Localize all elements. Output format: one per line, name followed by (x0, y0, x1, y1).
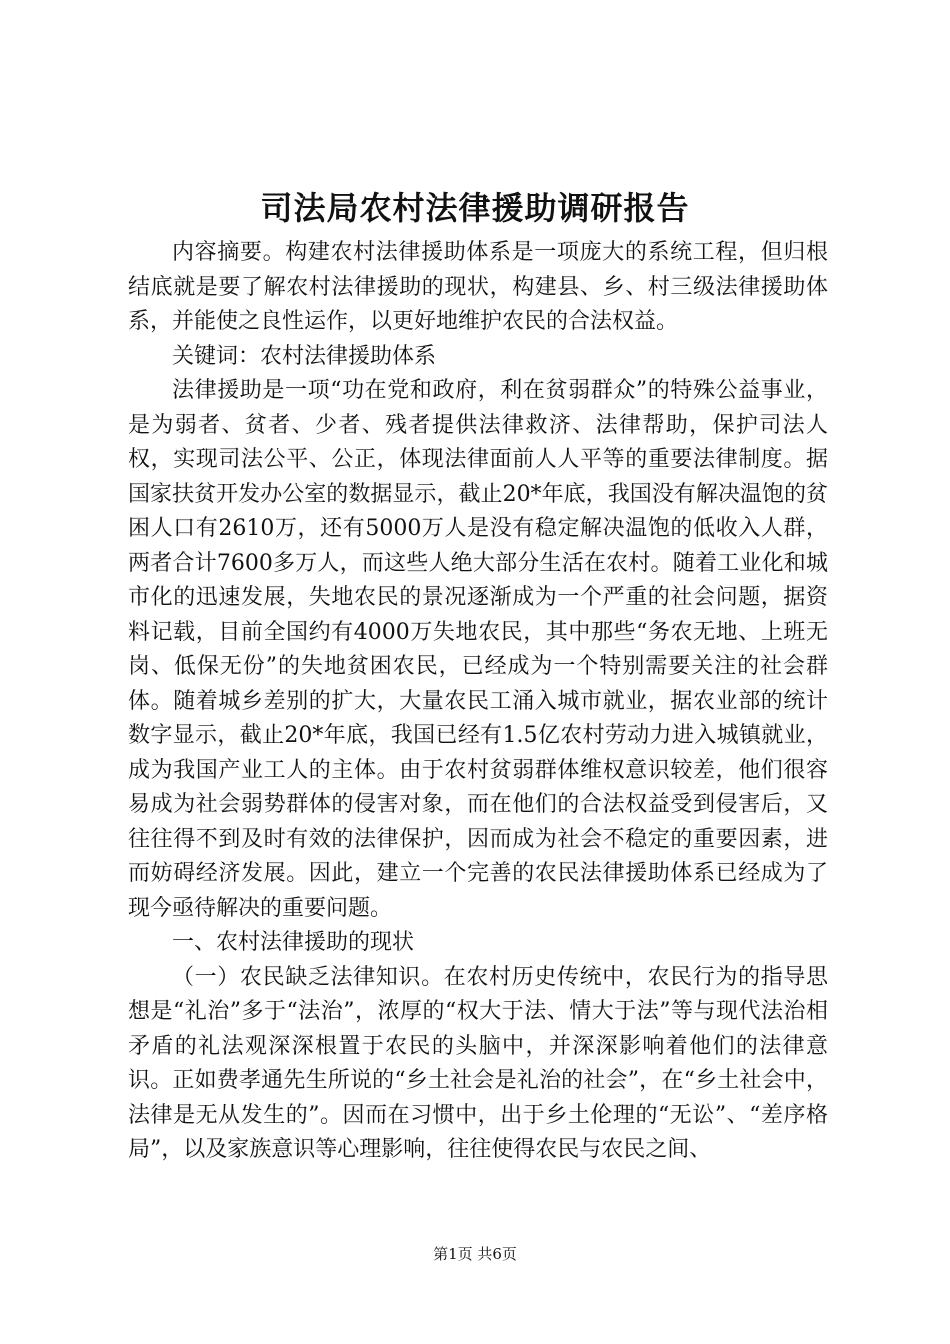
section-heading: 一、农村法律援助的现状 (172, 930, 415, 955)
document-title: 司法局农村法律援助调研报告 (260, 189, 690, 227)
body-paragraph: 法律援助是一项“功在党和政府，利在贫弱群众”的特殊公益事业，是为弱者、贫者、少者、残者提供法律救济、法律帮助，保护司法人权，实现司法公平、公正，体现法律面前人人平等的重要法律制度。据国家扶贫开发办公室的数据显示，截止20*年底，我国没有解决温饱的贫困人口有2610万，还有5000万人是没有稳定解决温饱的低收入人群，两者合计7600多万人，而这些人绝大部分生活在农村。随着工业化和城市化的迅速发展，失地农民的景况逐渐成为一个严重的社会问题，据资料记载，目前全国约有4000万失地农民，其中那些“务农无地、上班无岗、低保无份”的失地贫困农民，已经成为一个特别需要关注的社会群体。随着城乡差别的扩大，大量农民工涌入城市就业，据农业部的统计数字显示，截止20*年底，我国已经有1.5亿农村劳动力进入城镇就业，成为我国产业工人的主体。由于农村贫弱群体维权意识较差，他们很容易成为社会弱势群体的侵害对象，而在他们的合法权益受到侵害后，又往往得不到及时有效的法律保护，因而成为社会不稳定的重要因素，进而妨碍经济发展。因此，建立一个完善的农民法律援助体系已经成为了现今亟待解决的重要问题。 (128, 378, 828, 921)
body-paragraph: （一）农民缺乏法律知识。在农村历史传统中，农民行为的指导思想是“礼治”多于“法治”，浓厚的“权大于法、情大于法”等与现代法治相矛盾的礼法观深深根置于农民的头脑中，并深深影响着他们的法律意识。正如费孝通先生所说的“乡土社会是礼治的社会”，在“乡土社会中，法律是无从发生的”。因而在习惯中，出于乡土伦理的“无讼”、“差序格局”，以及家族意识等心理影响，往往使得农民与农民之间、 (128, 964, 828, 1162)
document-body (128, 236, 828, 1168)
keywords-paragraph: 关键词：农村法律援助体系 (172, 343, 437, 369)
abstract-paragraph: 内容摘要。构建农村法律援助体系是一项庞大的系统工程，但归根结底就是要了解农村法律援助的现状，构建县、乡、村三级法律援助体系，并能使之良性运作，以更好地维护农民的合法权益。 (128, 240, 828, 334)
page-footer: 第1页 共6页 (433, 1245, 517, 1263)
